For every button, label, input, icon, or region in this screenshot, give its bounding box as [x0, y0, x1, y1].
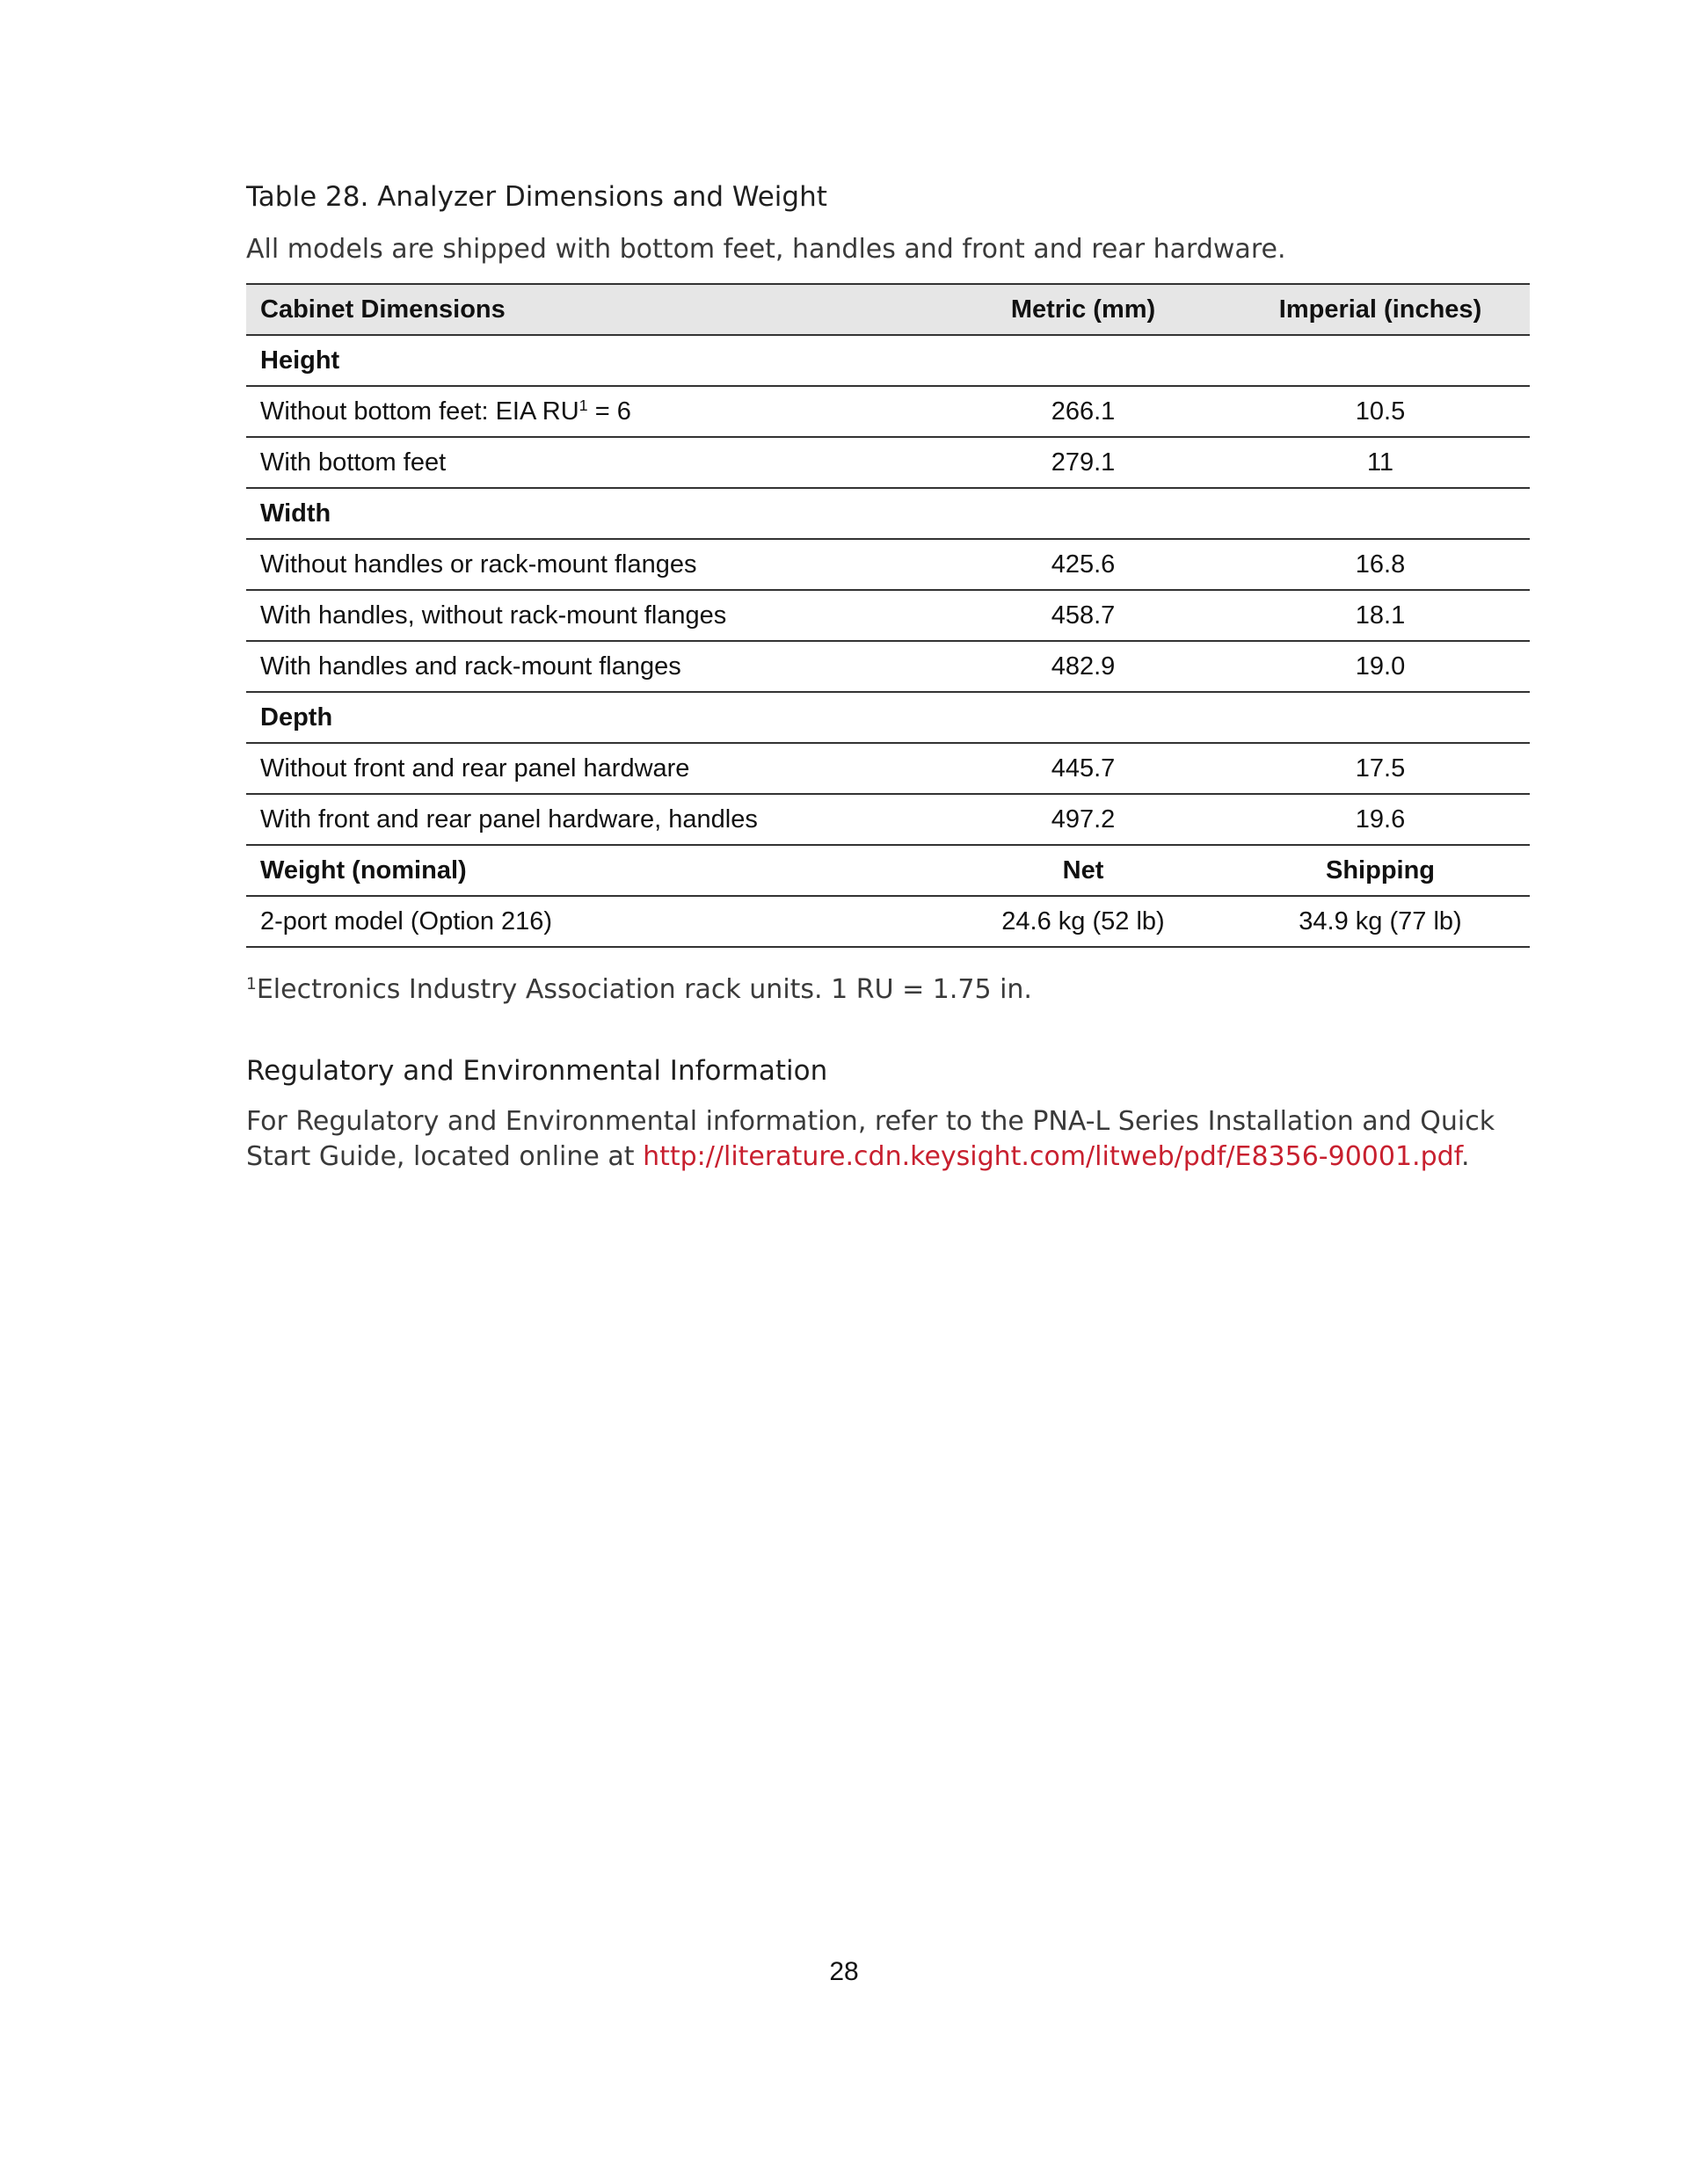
- imperial-value: 17.5: [1231, 743, 1530, 794]
- metric-value: 482.9: [935, 641, 1231, 692]
- row-label: With front and rear panel hardware, handles: [246, 794, 935, 845]
- table-note: All models are shipped with bottom feet, handles and front and rear hardware.: [246, 234, 1286, 265]
- column-header-imperial: Imperial (inches): [1231, 284, 1530, 335]
- metric-value: 445.7: [935, 743, 1231, 794]
- metric-value: 458.7: [935, 590, 1231, 641]
- column-header-cabinet: Cabinet Dimensions: [246, 284, 935, 335]
- table-row: [246, 794, 1530, 845]
- section-label-depth: Depth: [246, 692, 935, 743]
- footnote-marker: 1: [246, 974, 257, 994]
- row-label: Without front and rear panel hardware: [246, 743, 935, 794]
- metric-value: 279.1: [935, 437, 1231, 488]
- section-label-width: Width: [246, 488, 935, 539]
- net-weight-value: 24.6 kg (52 lb): [935, 896, 1231, 947]
- section-row-depth: [246, 692, 1530, 743]
- regulatory-paragraph: For Regulatory and Environmental information, refer to the PNA-L Series Installation and Quick Start Guide, located online at http://literature.cdn.keysight.com/litweb/pdf/E8356-90001.pdf.: [246, 1106, 1495, 1172]
- table-header-row: [246, 284, 1530, 335]
- table-row: [246, 386, 1530, 437]
- column-header-metric: Metric (mm): [935, 284, 1231, 335]
- weight-net-header: Net: [935, 845, 1231, 896]
- section-label-height: Height: [246, 335, 935, 386]
- row-label: Without bottom feet: EIA $RU^1 = 6$: [246, 386, 935, 437]
- dimensions-table: [246, 283, 1530, 948]
- row-label: With handles, without rack-mount flanges: [246, 590, 935, 641]
- footnote-marker: 1: [578, 396, 588, 414]
- table-caption: Table 28. Analyzer Dimensions and Weight: [246, 181, 827, 213]
- imperial-value: 10.5: [1231, 386, 1530, 437]
- metric-value: 497.2: [935, 794, 1231, 845]
- table-row: [246, 641, 1530, 692]
- imperial-value: 16.8: [1231, 539, 1530, 590]
- row-label: 2-port model (Option 216): [246, 896, 935, 947]
- page-number: 28: [829, 1957, 859, 1986]
- imperial-value: 18.1: [1231, 590, 1530, 641]
- table-row: [246, 743, 1530, 794]
- imperial-value: 11: [1231, 437, 1530, 488]
- row-label: With handles and rack-mount flanges: [246, 641, 935, 692]
- weight-header-row: [246, 845, 1530, 896]
- table-row: [246, 539, 1530, 590]
- row-label: Without handles or rack-mount flanges: [246, 539, 935, 590]
- table-row: [246, 437, 1530, 488]
- imperial-value: 19.6: [1231, 794, 1530, 845]
- metric-value: 266.1: [935, 386, 1231, 437]
- weight-shipping-header: Shipping: [1231, 845, 1530, 896]
- guide-link[interactable]: http://literature.cdn.keysight.com/litweb/pdf/E8356-90001.pdf: [643, 1141, 1462, 1172]
- footnote: [246, 974, 1032, 1005]
- imperial-value: 19.0: [1231, 641, 1530, 692]
- row-label: With bottom feet: [246, 437, 935, 488]
- weight-label: Weight (nominal): [246, 845, 935, 896]
- table-row: [246, 896, 1530, 947]
- table-row: [246, 590, 1530, 641]
- footnote-text: Electronics Industry Association rack units. 1 RU = 1.75 in.: [256, 974, 1032, 1005]
- metric-value: 425.6: [935, 539, 1231, 590]
- shipping-weight-value: 34.9 kg (77 lb): [1231, 896, 1530, 947]
- regulatory-heading: Regulatory and Environmental Information: [246, 1055, 828, 1087]
- section-row-height: [246, 335, 1530, 386]
- section-row-width: [246, 488, 1530, 539]
